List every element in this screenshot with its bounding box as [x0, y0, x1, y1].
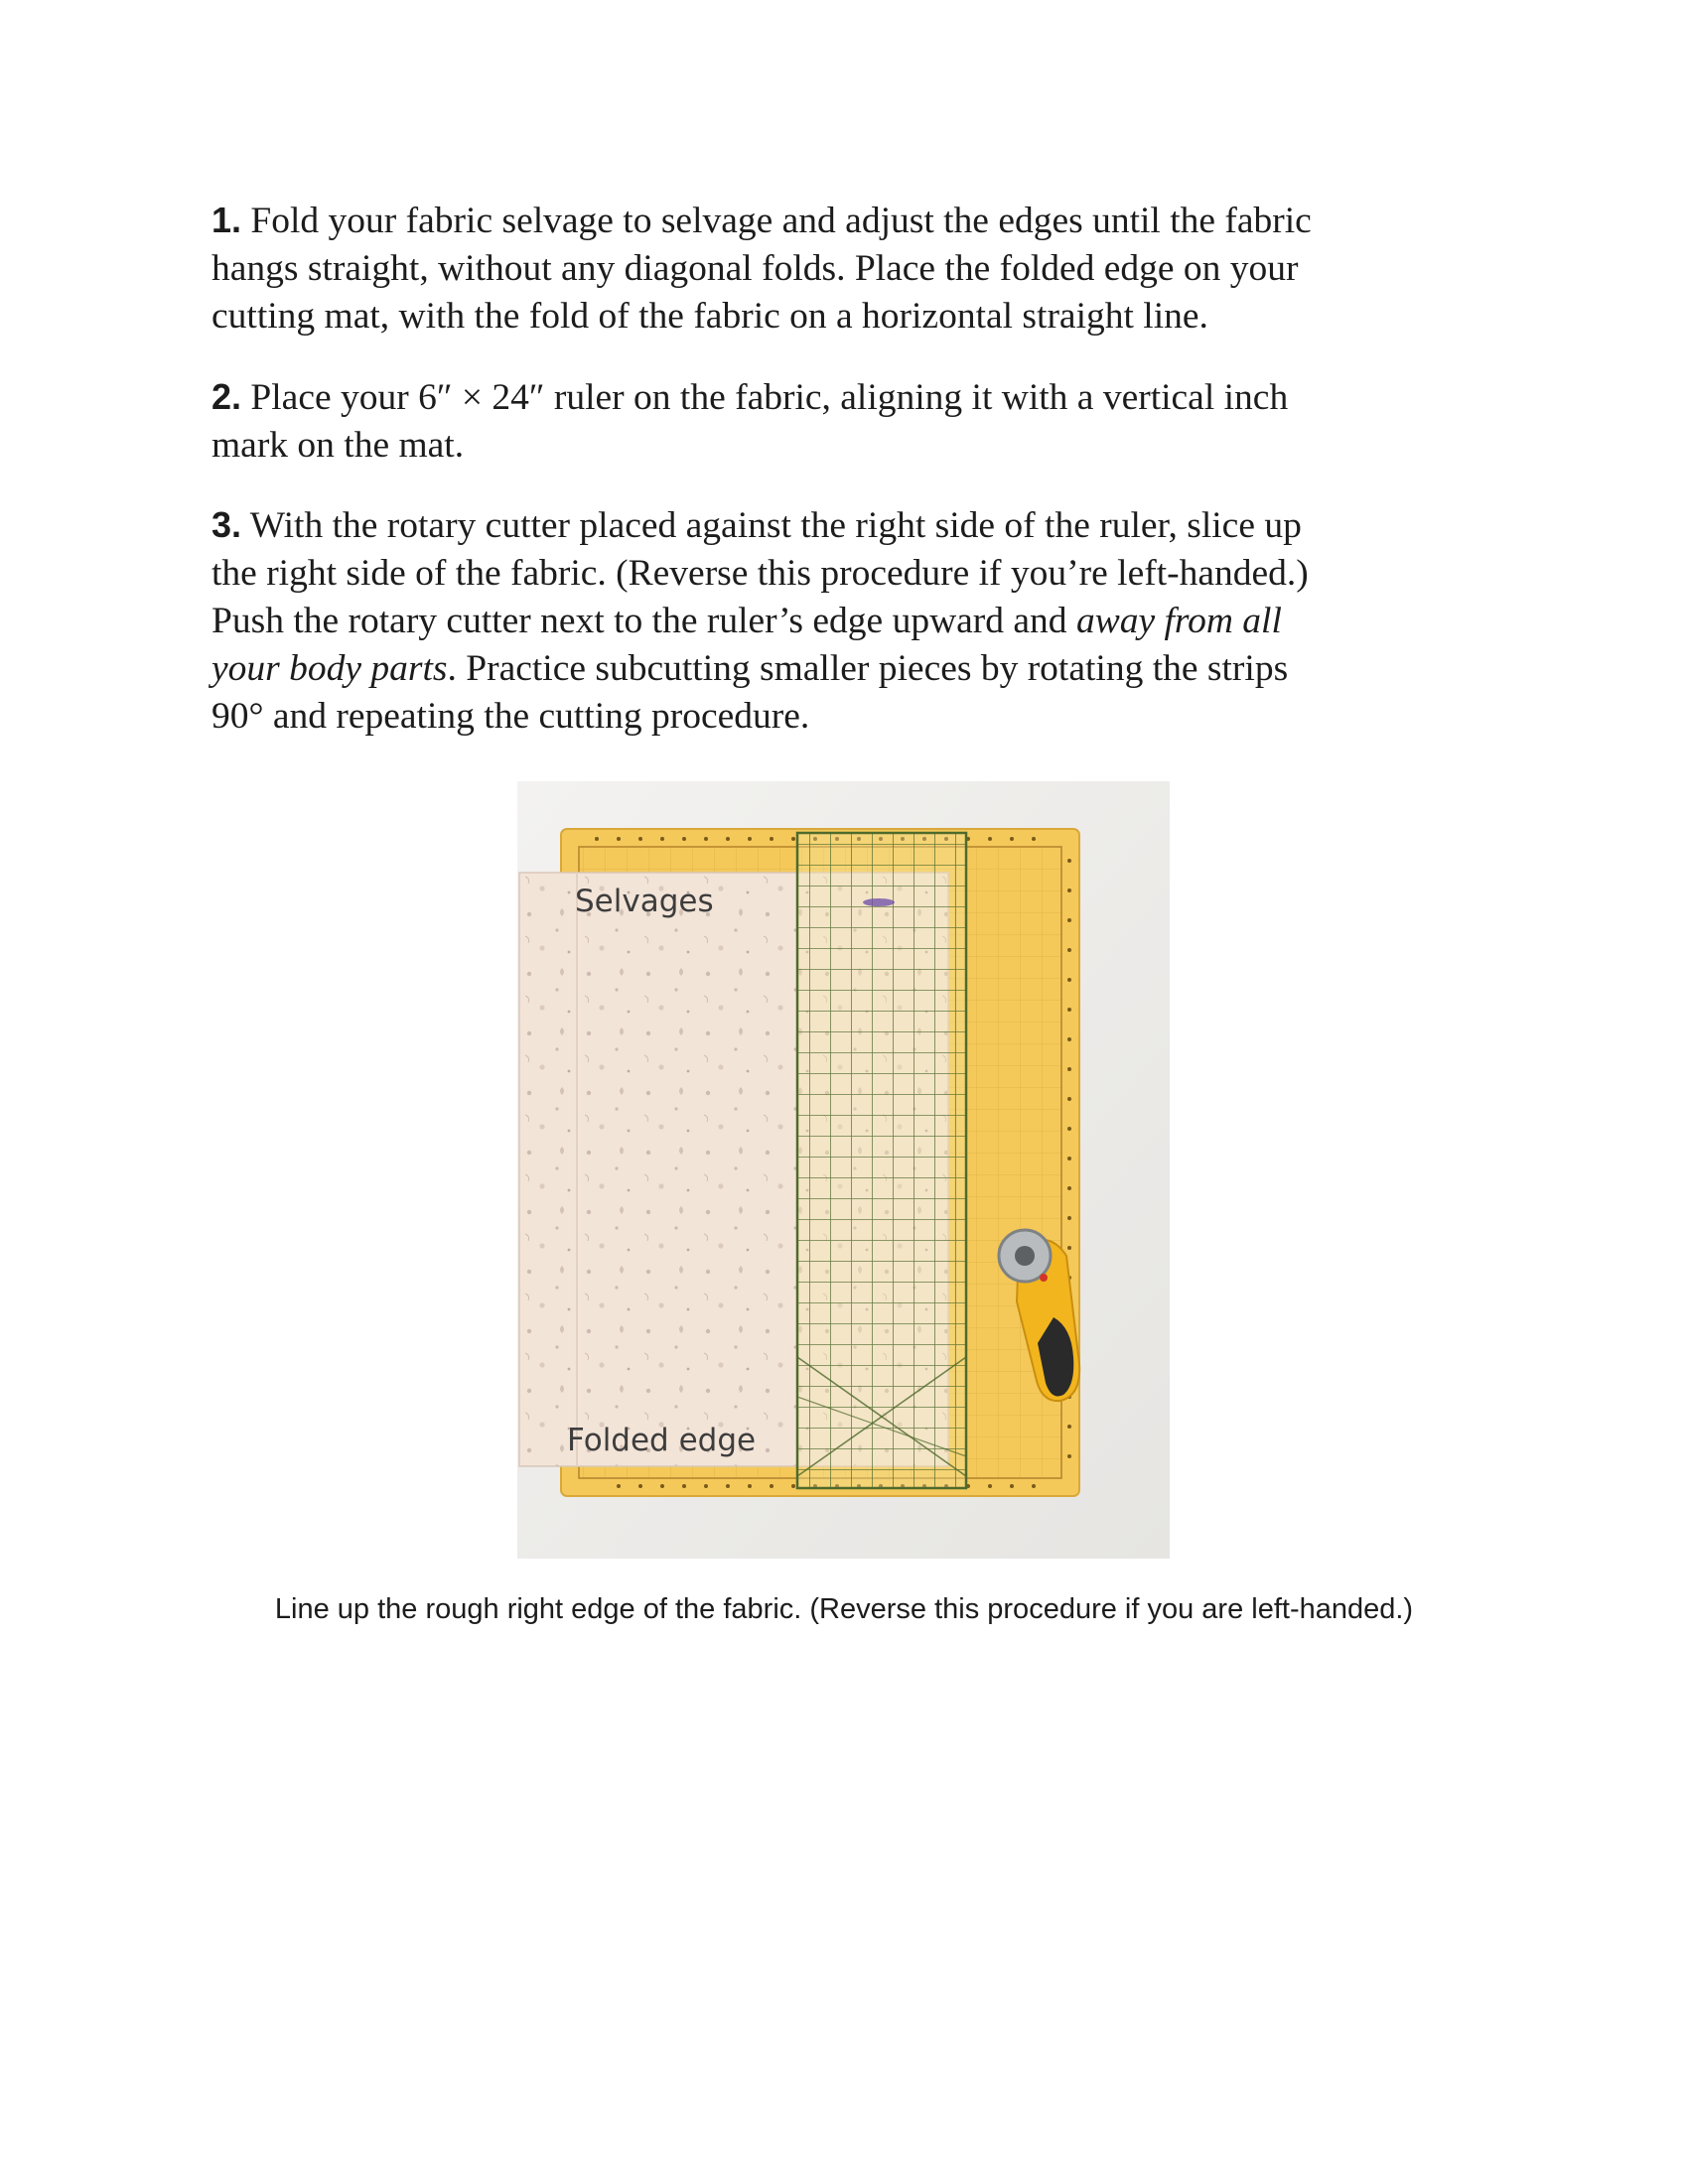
step-2: [211, 373, 1502, 470]
cutting-mat-photo: [517, 781, 1170, 1559]
step-3-line-1: 3. With the rotary cutter placed against the right side of the ruler, slice up: [211, 504, 1302, 546]
step-1-line-3: cutting mat, with the fold of the fabric on a horizontal straight line.: [211, 296, 1208, 337]
step-number: 2.: [211, 376, 242, 417]
label-selvages: Selvages: [575, 884, 714, 919]
step-number: 3.: [211, 504, 242, 545]
step-2-line-1: 2. Place your 6″ × 24″ ruler on the fabric, aligning it with a vertical inch: [211, 376, 1289, 418]
step-number: 1.: [211, 200, 242, 240]
ruler: [797, 833, 966, 1488]
step-1-line-1: 1. Fold your fabric selvage to selvage and adjust the edges until the fabric: [211, 200, 1312, 241]
step-1: [211, 197, 1502, 341]
step-2-line-2: mark on the mat.: [211, 425, 465, 466]
label-folded-edge: Folded edge: [567, 1423, 757, 1458]
emphasis: away from all: [1075, 601, 1282, 641]
figure-caption: Line up the rough right edge of the fabric. (Reverse this procedure if you are left-handed.): [274, 1593, 1414, 1625]
step-1-line-2: hangs straight, without any diagonal folds. Place the folded edge on your: [211, 248, 1299, 289]
step-3-line-5: 90° and repeating the cutting procedure.: [211, 696, 810, 737]
step-3-line-4: your body parts. Practice subcutting smaller pieces by rotating the strips: [211, 648, 1289, 689]
step-3-line-2: the right side of the fabric. (Reverse this procedure if you’re left-handed.): [211, 553, 1309, 594]
step-3-line-3: Push the rotary cutter next to the ruler’s edge upward and away from all: [211, 601, 1282, 641]
step-3: [211, 501, 1502, 741]
emphasis: your body parts: [211, 648, 448, 689]
